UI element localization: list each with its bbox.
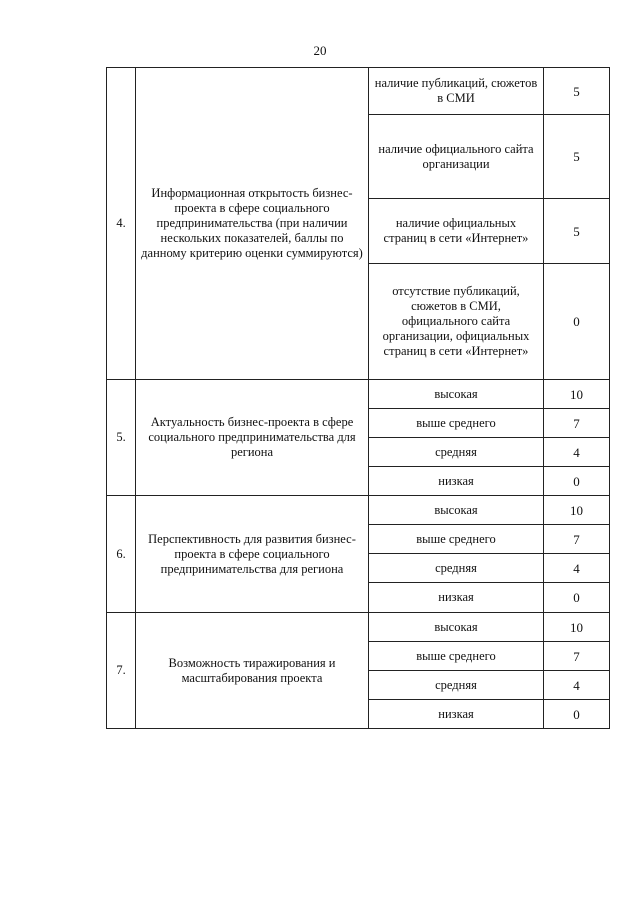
indicator-score: 0 [544,700,610,729]
criterion-name: Перспективность для развития бизнес-проекта в сфере социального предпринимательства для региона [136,496,369,613]
indicator-score: 4 [544,554,610,583]
criterion-name: Информационная открытость бизнес-проекта в сфере социального предпринимательства (при наличии нескольких показателей, баллы по данному критерию оценки суммируются) [136,68,369,380]
table-row [107,68,610,115]
indicator-text: средняя [369,671,544,700]
indicator-score: 10 [544,496,610,525]
indicator-text: низкая [369,467,544,496]
table-row [107,380,610,409]
indicator-text: высокая [369,496,544,525]
indicator-score: 5 [544,115,610,199]
indicator-score: 4 [544,671,610,700]
criterion-name: Актуальность бизнес-проекта в сфере социального предпринимательства для региона [136,380,369,496]
page-number: 20 [313,43,327,58]
indicator-text: высокая [369,380,544,409]
indicator-text: отсутствие публикаций, сюжетов в СМИ, официального сайта организации, официальных страниц в сети «Интернет» [369,264,544,380]
indicator-text: выше среднего [369,409,544,438]
indicator-text: низкая [369,700,544,729]
indicator-score: 10 [544,380,610,409]
indicator-score: 7 [544,409,610,438]
indicator-text: наличие официального сайта организации [369,115,544,199]
criterion-number: 5. [107,380,136,496]
indicator-score: 4 [544,438,610,467]
indicator-text: наличие официальных страниц в сети «Интернет» [369,199,544,264]
table-row [107,496,610,525]
indicator-score: 10 [544,613,610,642]
criterion-number: 7. [107,613,136,729]
indicator-score: 5 [544,199,610,264]
indicator-text: средняя [369,554,544,583]
indicator-text: наличие публикаций, сюжетов в СМИ [369,68,544,115]
indicator-text: выше среднего [369,525,544,554]
indicator-score: 0 [544,467,610,496]
indicator-text: высокая [369,613,544,642]
criterion-number: 6. [107,496,136,613]
indicator-score: 0 [544,264,610,380]
criterion-number: 4. [107,68,136,380]
indicator-score: 5 [544,68,610,115]
indicator-score: 7 [544,642,610,671]
table-row [107,613,610,642]
criteria-table [106,67,610,729]
criterion-name: Возможность тиражирования и масштабирования проекта [136,613,369,729]
indicator-text: низкая [369,583,544,613]
indicator-score: 7 [544,525,610,554]
indicator-text: выше среднего [369,642,544,671]
indicator-text: средняя [369,438,544,467]
indicator-score: 0 [544,583,610,613]
